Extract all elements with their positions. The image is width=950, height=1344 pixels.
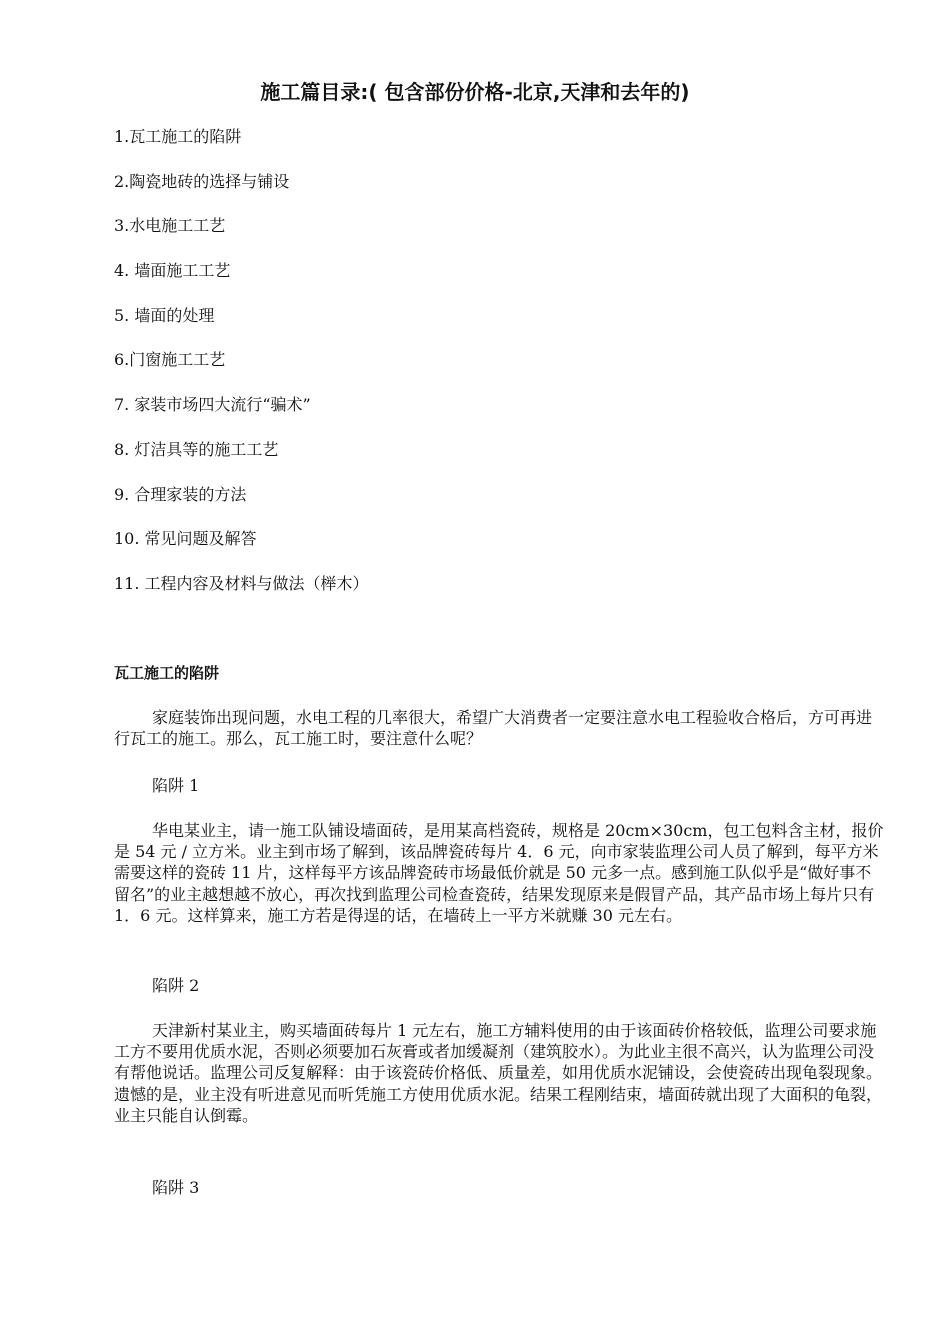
toc-item: 6.门窗施工工艺	[114, 350, 226, 370]
intro-paragraph: 家庭装饰出现问题，水电工程的几率很大，希望广大消费者一定要注意水电工程验收合格后，方可再进行瓦工的施工。那么，瓦工施工时，要注意什么呢？	[114, 708, 873, 749]
toc-item: 1.瓦工施工的陷阱	[114, 127, 242, 146]
trap-1-label: 陷阱 1	[152, 776, 200, 795]
section-heading: 瓦工施工的陷阱	[114, 664, 220, 682]
trap-2-paragraph: 天津新村某业主，购买墙面砖每片 1 元左右，施工方辅料使用的由于该面砖价格较低，监理公司要求施工方不要用优质水泥，否则必须要加石灰膏或者加缓凝剂（建筑胶水）。为此业主很不高兴，认为监理公司没有帮他说话。监理公司反复解释：由于该瓷砖价格低、质量差，如用优质水泥铺设，会使瓷砖出现龟裂现象。遗憾的是，业主没有听进意见而听凭施工方使用优质水泥。结果工程刚结束，墙面砖就出现了大面积的龟裂，业主只能自认倒霉。	[114, 1021, 883, 1125]
toc-item: 11. 工程内容及材料与做法（榉木）	[114, 573, 369, 593]
toc-item: 8. 灯洁具等的施工工艺	[114, 439, 279, 459]
toc-item: 7. 家装市场四大流行“骗术”	[114, 395, 311, 415]
toc-item: 9. 合理家装的方法	[114, 484, 247, 504]
trap-3-label: 陷阱 3	[152, 1178, 200, 1197]
toc-item: 5. 墙面的处理	[114, 305, 215, 325]
toc-item: 10. 常见问题及解答	[114, 529, 257, 549]
document-title: 施工篇目录:( 包含部份价格-北京,天津和去年的)	[260, 80, 690, 104]
toc-item: 2.陶瓷地砖的选择与铺设	[114, 171, 290, 191]
trap-1-paragraph: 华电某业主，请一施工队铺设墙面砖，是用某高档瓷砖，规格是 20cm×30cm，包工包料含主材，报价是 54 元 / 立方米。业主到市场了解到，该品牌瓷砖每片 4．6 元，向市家装监理公司人员了解到，每平方米需要这样的瓷砖 11 片，这样每平方该品牌瓷砖市场最低价就是 50 元多一点。感到施工队似乎是“做好事不留名”的业主越想越不放心，再次找到监理公司检查瓷砖，结果发现原来是假冒产品，其产品市场上每片只有 1．6 元。这样算来，施工方若是得逞的话，在墙砖上一平方米就赚 30 元左右。	[114, 821, 884, 925]
toc-item: 4. 墙面施工工艺	[114, 261, 231, 281]
toc-item: 3.水电施工工艺	[114, 216, 226, 236]
table-of-contents	[114, 123, 369, 615]
trap-2-label: 陷阱 2	[152, 976, 200, 995]
